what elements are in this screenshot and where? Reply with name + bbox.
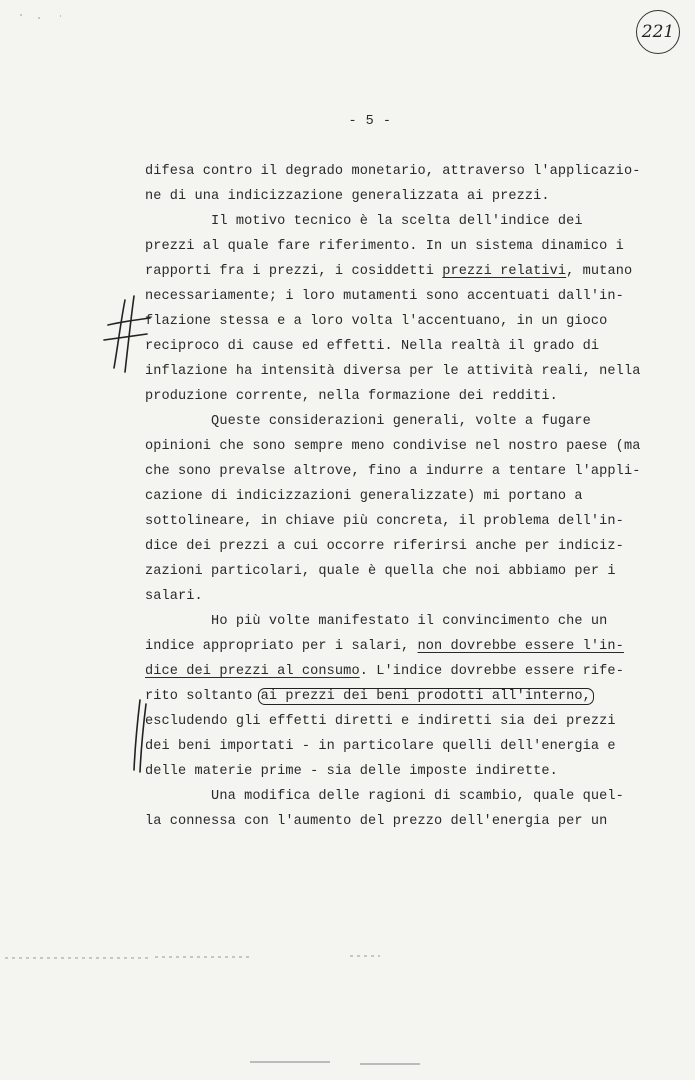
- text-line: flazione stessa e a loro volta l'accentuano, in un gioco: [145, 314, 608, 329]
- text-line: la connessa con l'aumento del prezzo dell'energia per un: [145, 814, 608, 829]
- scan-dashes: [5, 956, 380, 958]
- archive-number-stamp: 221: [636, 10, 680, 54]
- circled-phrase: ai prezzi dei beni prodotti all'interno,: [258, 688, 594, 705]
- text-line: salari.: [145, 589, 203, 604]
- scan-specks: [20, 15, 61, 18]
- text-line: Ho più volte manifestato il convincimento che un: [145, 614, 608, 629]
- text-line: prezzi al quale fare riferimento. In un sistema dinamico i: [145, 239, 624, 254]
- text-line: opinioni che sono sempre meno condivise nel nostro paese (ma: [145, 439, 641, 454]
- text-line: dice dei prezzi al consumo. L'indice dovrebbe essere rife-: [145, 664, 624, 679]
- text-line: Il motivo tecnico è la scelta dell'indice dei: [145, 214, 583, 229]
- text-line: reciproco di cause ed effetti. Nella realtà il grado di: [145, 339, 600, 354]
- text-line: sottolineare, in chiave più concreta, il problema dell'in-: [145, 514, 624, 529]
- margin-hash-mark: [104, 296, 150, 372]
- text-line: difesa contro il degrado monetario, attraverso l'applicazio-: [145, 164, 641, 179]
- text-line: delle materie prime - sia delle imposte indirette.: [145, 764, 558, 779]
- underlined-phrase: prezzi relativi: [442, 264, 567, 279]
- text-line: rapporti fra i prezzi, i cosiddetti prezzi relativi, mutano: [145, 264, 633, 279]
- text-line: indice appropriato per i salari, non dovrebbe essere l'in-: [145, 639, 624, 654]
- text-line: dice dei prezzi a cui occorre riferirsi anche per indiciz-: [145, 539, 624, 554]
- text-line: Queste considerazioni generali, volte a fugare: [145, 414, 591, 429]
- text-line: inflazione ha intensità diversa per le attività reali, nella: [145, 364, 641, 379]
- text-line: Una modifica delle ragioni di scambio, quale quel-: [145, 789, 624, 804]
- text-line: rito soltanto ai prezzi dei beni prodotti all'interno,: [145, 688, 594, 706]
- underlined-phrase: non dovrebbe essere l'in-: [417, 639, 624, 654]
- text-line: produzione corrente, nella formazione dei redditi.: [145, 389, 558, 404]
- text-line: zazioni particolari, quale è quella che noi abbiamo per i: [145, 564, 616, 579]
- margin-double-bar: [134, 700, 146, 772]
- text-line: necessariamente; i loro mutamenti sono accentuati dall'in-: [145, 289, 624, 304]
- text-line: dei beni importati - in particolare quelli dell'energia e: [145, 739, 616, 754]
- scan-marks: [250, 1062, 420, 1064]
- text-line: escludendo gli effetti diretti e indiretti sia dei prezzi: [145, 714, 616, 729]
- text-line: che sono prevalse altrove, fino a indurre a tentare l'appli-: [145, 464, 641, 479]
- underlined-phrase: dice dei prezzi al consumo: [145, 664, 360, 679]
- text-line: cazione di indicizzazioni generalizzate) mi portano a: [145, 489, 583, 504]
- text-line: ne di una indicizzazione generalizzata ai prezzi.: [145, 189, 550, 204]
- page-number: - 5 -: [348, 114, 392, 129]
